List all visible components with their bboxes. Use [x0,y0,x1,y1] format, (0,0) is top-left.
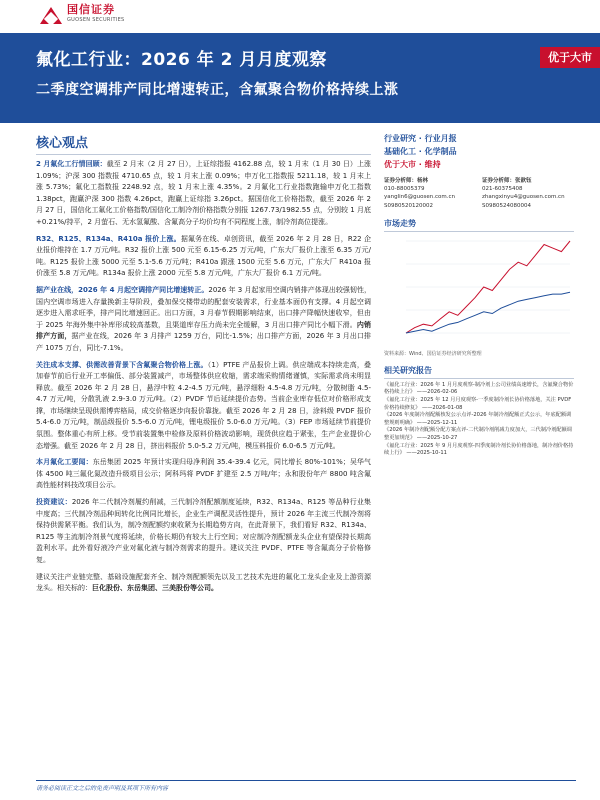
related-report-item[interactable]: 《氟化工行业：2025 年 12 月月度观察-一季度制冷剂长协价格落地，关注 PVDF 价格持续修复》 ——2026-01-08 [384,397,572,411]
chart-source: 资料来源：Wind、国信证券经济研究所整理 [384,350,482,357]
footer-divider [36,780,576,781]
industry-category: 基础化工 · 化学制品 [384,147,457,156]
related-report-item[interactable]: 《氟化工行业：2025 年 9 月月度观察-四季度制冷剂长协价格落地，制冷剂价格持续上行》 ——2025-10-11 [384,442,574,457]
rating-maintain: 优于大市 · 维持 [384,160,441,169]
core-view-paragraph: 据产业在线，2026 年 4 月起空调排产同比增速转正。2026 年 3 月起家用空调内销排产体现出较强韧性，国内空调市场进入存量换新主导阶段，叠加保交楼带动的配套安装需求，行业基本面仍有支撑。4 月起空调逐步进入需求旺季，排产同比增速回正。出口方面，3 月春节假期影响结束，出口排产降幅快速收窄，但由于 2025 年海外集中补库形成较高基数，且渠道库存压力尚未完全缓解，3 月出口排产同比小幅下滑。内销排产方面，据产业在线，2026 年 3 月排产 1259 万台，同比-1.5%；出口排产方面，2026 年 3 月出口排产 1075 万台，同比-7.1%。 [36,285,372,352]
logo-cn: 国信证券 [67,3,115,16]
analyst-email[interactable]: yanglin6@guosen.com.cn [384,194,455,201]
analyst-cert: S0980524080004 [482,202,531,209]
analyst-email[interactable]: zhangxinyu4@guosen.com.cn [482,194,565,201]
core-views-title: 核心观点 [36,132,371,155]
analyst-card: 证券分析师：杨林 010-88005379 yanglin6@guosen.com.cn S0980520120002 [384,177,476,210]
core-view-paragraph: 本月氟化工要闻：东岳集团 2025 年预计实现归母净利润 35.4-39.4 亿元，同比增长 80%-101%；吴华气体 4500 吨三氟化氮改造升级项目公示；阿科玛将 PVDF 扩建至 2.5 万吨/年；永和股份年产 8800 吨含氟高性能材料技改项目公示。 [36,458,372,490]
core-views-body [36,159,371,595]
core-view-paragraph: R32、R125、R134a、R410a 报价上涨。据氟务在线、卓创资讯，截至 2026 年 2 月 28 日，R22 企业报价维持在 1.7 万元/吨。R32 报价上涨 500 元至 6.15-6.25 万元/吨，广东大厂报价上涨至 6.35 万元/吨。R125 报价上涨 5000 元至 5.1-5.6 万元/吨；R410a 跟涨 1500 元至 5.6 万元，广东大厂 R410a 报价涨至 5.8 万元/吨。R134a 报价上涨 2000 元至 5.8 万元/吨，广东大厂报价 6.1 万元/吨。 [36,234,371,278]
core-view-paragraph: 建议关注产业链完整、基础设施配套齐全、制冷剂配额领先以及工艺技术先进的氟化工龙头企业及上游资源龙头。相关标的：巨化股份、东岳集团、三美股份等公司。 [36,572,371,593]
company-logo [40,4,125,26]
related-report-item[interactable]: 《氟化工行业：2026 年 1 月月度观察-制冷剂上公司业绩高速增长，含氟聚合物价格持续上行》 ——2026-02-06 [384,381,574,396]
analyst-phone: 010-88005379 [384,186,425,193]
rating-badge: 优于大市 [540,47,600,68]
analysts [384,177,574,210]
analyst-phone: 021-60375408 [482,186,523,193]
related-reports-title: 相关研究报告 [384,365,574,379]
report-subtitle: 二季度空调排产同比增速转正，含氟聚合物价格持续上涨 [36,82,399,98]
report-type: 行业研究 · 行业月报 [384,134,457,143]
related-report-item[interactable]: 《2026 年度制冷剂配额核发公示点评-2026 年制冷剂配额正式公示，年底配额调整规则明确》 ——2025-12-11 [384,412,572,426]
core-view-paragraph: 2 月氟化工行情回顾：截至 2 月末（2 月 27 日），上证综指报 4162.88 点，较 1 月末（1 月 30 日）上涨 1.09%；沪深 300 指数报 4710.65 点，较 1 月末上涨 0.09%；申万化工指数报 5211.18，较 1 月末上涨 5.73%；氟化工指数报 2248.92 点，较 1 月末上涨 4.35%。2 月氟化工行业指数跑输申万化工指数 1.38pct，跑赢沪深 300 指数 4.26pct，跑赢上证综指 3.26pct。据国信化工价格指数，截至 2026 年 2 月 27 日，国信化工氟化工价格指数/国信化工制冷剂价格指数分别报 1267.73/1982.55 点，分别较 1 月底+0.21%/持平，2 月萤石、无水氢氟酸、含氟高分子均价均有不同程度上涨，制冷剂高位提涨。 [36,160,372,226]
market-trend-chart [384,235,574,343]
market-trend-title: 市场走势 [384,218,574,232]
title-banner [0,33,600,123]
logo-icon [40,4,62,26]
chart-series-line-1 [406,292,570,333]
core-views-section [36,132,371,595]
core-view-paragraph: 关注成本支撑、供需改善背景下含氟聚合物价格上涨。（1）PTFE 产品报价上调。供应端成本持续走高，叠加春节前后行业开工率偏低、部分装置减产，市场整体供应收缩，需求端采购情绪谨慎，实际需求尚未明显释放。截至 2026 年 2 月 28 日，悬浮中粒 4.2-4.5 万元/吨，悬浮细粉 4.5-4.8 万元/吨，分散树脂 4.5-4.7 万元/吨，分散乳液 2.9-3.0 万元/吨。（2）PVDF 节后延续提价态势。当前企业库存低位对价格形成支撑，市场继续呈现供需博弈格局，成交价格逐步向报价靠拢。截至 2026 年 2 月 28 日，涂料级 PVDF 报价 5.4-6.0 万元/吨，制品级报价 5.5-6.0 万元/吨，锂电级报价 5.0-6.0 万元/吨。（3）FEP 市场延续节前提价氛围。整体重心有所上移。受节前装置集中检修及原料价格波动影响，现货供应趋于紧张，生产企业提价心态增强。截至 2026 年 2 月 28 日，挤出料报价 5.0-5.2 万元/吨，模压料报价 6.0-6.5 万元/吨。 [36,360,372,450]
related-reports-list [384,382,574,458]
disclaimer-footer: 请务必阅读正文之后的免责声明及其项下所有内容 [36,785,169,792]
side-panel [384,132,574,458]
analyst-card: 证券分析师：张歆钰 021-60375408 zhangxinyu4@guosen.com.cn S0980524080004 [482,177,574,210]
related-report-item[interactable]: 《2026 年制冷剂配额分配方案点评-二代制冷剂削减力度加大，三代制冷剂配额调整更加规范》 ——2025-10-27 [384,427,572,441]
report-title: 氟化工行业：2026 年 2 月月度观察 [36,50,327,70]
analyst-cert: S0980520120002 [384,202,433,209]
core-view-paragraph: 投资建议：2026 年二代制冷剂履约削减，三代制冷剂配额制度延续，R32、R134a、R125 等品种行业集中度高；三代制冷剂品种间转化比例同比增长，企业生产调配灵活性提升，预计 2026 年主流三代制冷剂将保持供需紧平衡。我们认为，制冷剂配额约束收紧为长期趋势方向，在此背景下，我们看好 R32、R134a、R125 等主流制冷剂景气度将延续，价格长期仍有较大上行空间；对应制冷剂配额龙头企业有望保持长期高盈利水平。此外看好液冷产业对氟化液与制冷剂需求的提升。建议关注 PVDF、PTFE 等含氟高分子价格修复。 [36,498,372,564]
top-bar [0,0,600,33]
logo-en: GUOSEN SECURITIES [67,17,125,23]
